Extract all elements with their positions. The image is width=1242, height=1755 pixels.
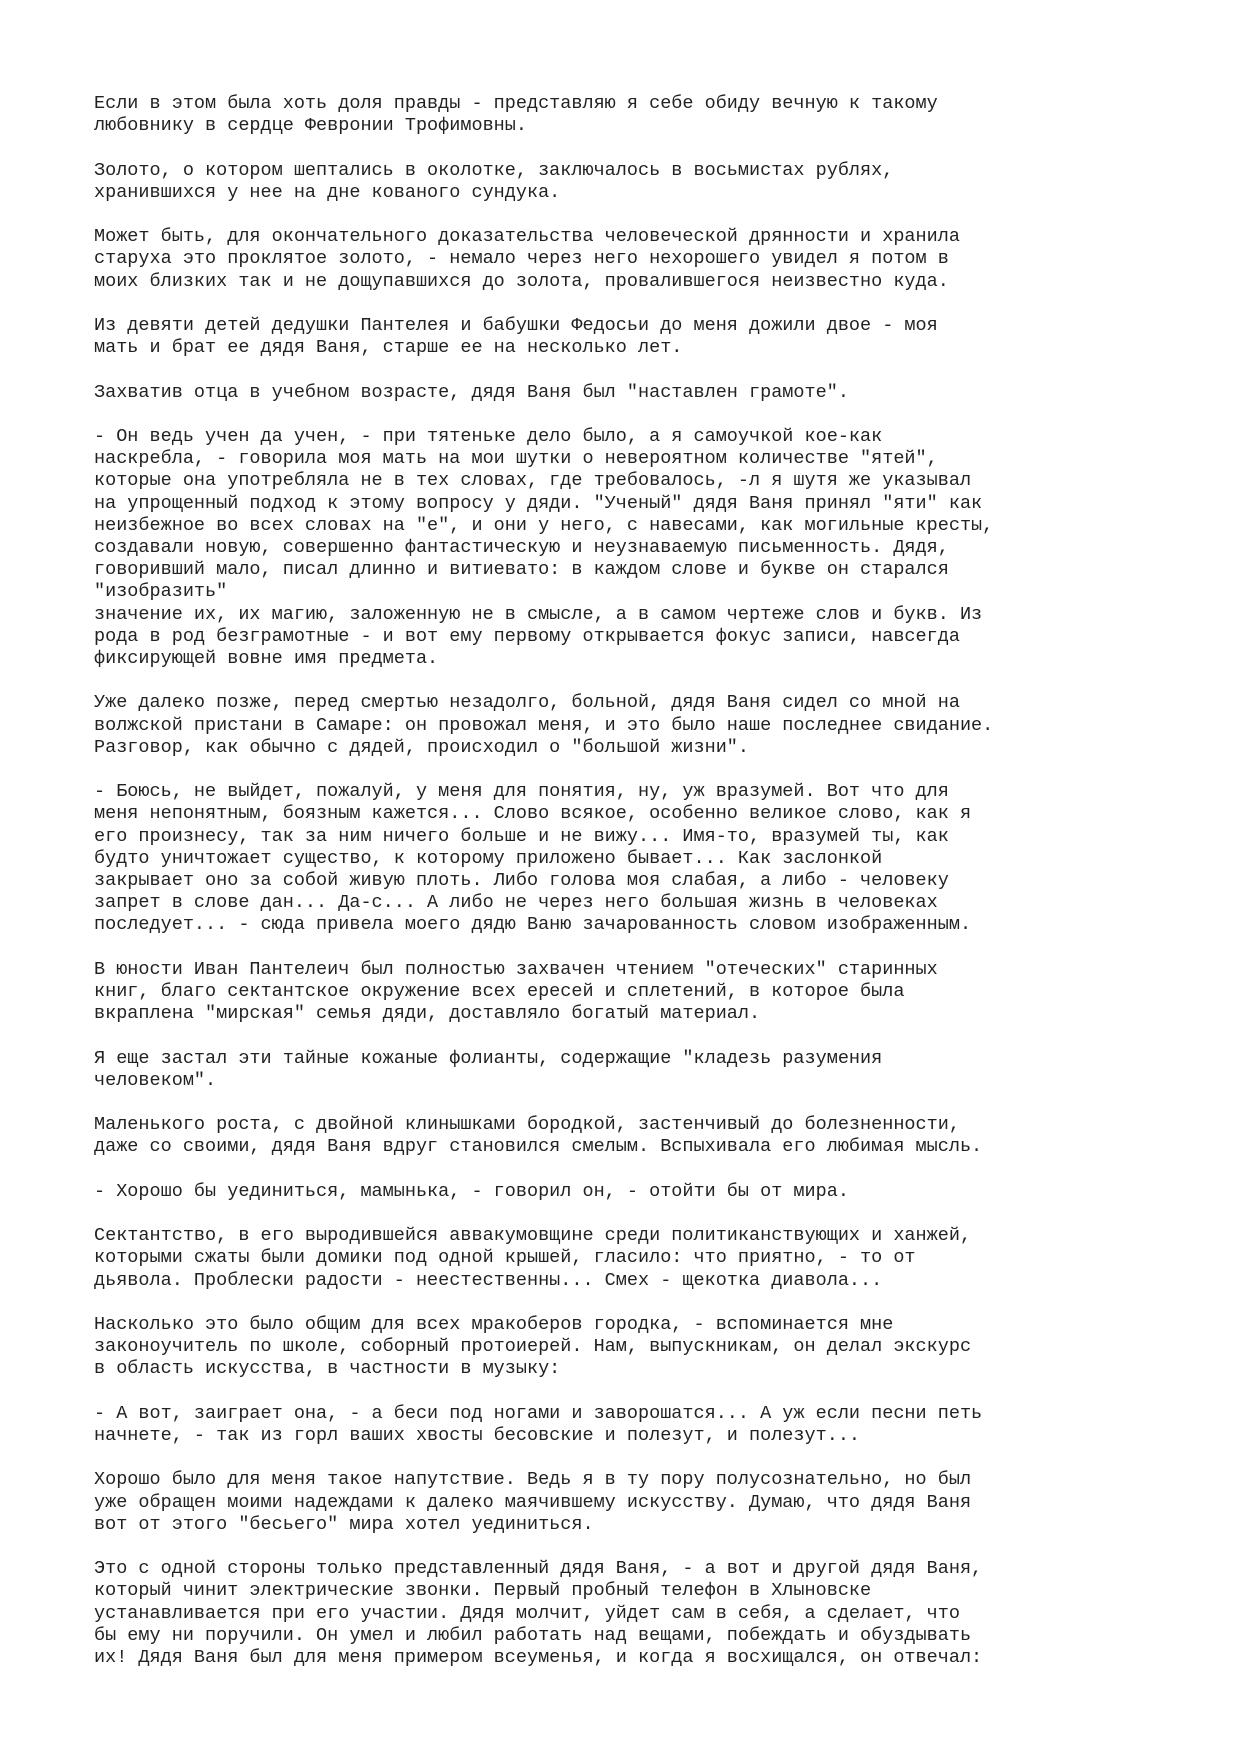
paragraph: Насколько это было общим для всех мракоберов городка, - вспоминается мне законоучитель по школе, соборный протоиерей. Нам, выпускникам, он делал экскурс в область искусства, в частности в музыку:: [94, 1313, 972, 1380]
paragraph: - Боюсь, не выйдет, пожалуй, у меня для понятия, ну, уж вразумей. Вот что для меня непонятным, боязным кажется... Слово всякое, особенно великое слово, как я его произнесу, так за ним ничего больше и не вижу... Имя-то, вразумей ты, как будто уничтожает существо, к которому приложено бывает... Как заслонкой закрывает оно за собой живую плоть. Либо голова моя слабая, а либо - человеку запрет в слове дан... Да-с... А либо не через него большая жизнь в человеках последует... - сюда привела моего дядю Ваню зачарованность словом изображенным.: [94, 781, 972, 936]
paragraph: Я еще застал эти тайные кожаные фолианты, содержащие "кладезь разумения человеком".: [94, 1047, 883, 1091]
paragraph: Из девяти детей дедушки Пантелея и бабушки Федосьи до меня дожили двое - моя мать и брат ее дядя Ваня, старше ее на несколько лет.: [94, 314, 938, 359]
paragraph: Уже далеко позже, перед смертью незадолго, больной, дядя Ваня сидел со мной на волжской пристани в Самаре: он провожал меня, и это было наше последнее свидание. Разговор, как обычно с дядей, происходил о "большой жизни".: [94, 692, 994, 758]
paragraph: Может быть, для окончательного доказательства человеческой дрянности и хранила старуха это проклятое золото, - немало через него нехорошего увидел я потом в моих близких так и не дощупавшихся до золота, провалившегося неизвестно куда.: [94, 226, 960, 292]
paragraph: - Хорошо бы уединиться, мамынька, - говорил он, - отойти бы от мира.: [94, 1180, 849, 1202]
paragraph: Сектантство, в его выродившейся аввакумовщине среди политиканствующих и ханжей, которыми сжаты были домики под одной крышей, гласило: что приятно, - то от дьявола. Проблески радости - неестественны... Смех - щекотка диавола...: [94, 1225, 972, 1291]
document-page: [94, 93, 1214, 1691]
paragraph: Захватив отца в учебном возрасте, дядя Ваня был "наставлен грамоте".: [94, 381, 849, 403]
paragraph: Хорошо было для меня такое напутствие. Ведь я в ту пору полусознательно, но был уже обращен моими надеждами к далеко маячившему искусству. Думаю, что дядя Ваня вот от этого "бесьего" мира хотел уединиться.: [94, 1469, 972, 1535]
paragraph: Золото, о котором шептались в околотке, заключалось в восьмистах рублях, хранившихся у нее на дне кованого сундука.: [94, 159, 894, 203]
paragraph: Если в этом была хоть доля правды - представляю я себе обиду вечную к такому любовнику в сердце Февронии Трофимовны.: [94, 93, 938, 137]
paragraph: - Он ведь учен да учен, - при тятеньке дело было, а я самоучкой кое-как наскребла, - говорила моя мать на мои шутки о невероятном количестве "ятей", которые она употребляла не в тех словах, где требовалось, -л я шутя же указывал на упрощенный подход к этому вопросу у дяди. "Ученый" дядя Ваня принял "яти" как неизбежное во всех словах на "е", и они у него, с навесами, как могильные кресты, создавали новую, совершенно фантастическую и неузнаваемую письменность. Дядя, говоривший мало, писал длинно и витиевато: в каждом слове и букве он старался "изобразить" значение их, их магию, заложенную не в смысле, а в самом чертеже слов и букв. Из рода в род безграмотные - и вот ему первому открывается фокус записи, навсегда фиксирующей вовне имя предмета.: [94, 425, 994, 669]
paragraph: Маленького роста, с двойной клинышками бородкой, застенчивый до болезненности, даже со своими, дядя Ваня вдруг становился смелым. Вспыхивала его любимая мысль.: [94, 1114, 983, 1158]
paragraph: Это с одной стороны только представленный дядя Ваня, - а вот и другой дядя Ваня, который чинит электрические звонки. Первый пробный телефон в Хлыновске устанавливается при его участии. Дядя молчит, уйдет сам в себя, а сделает, что бы ему ни поручили. Он умел и любил работать над вещами, побеждать и обуздывать их! Дядя Ваня был для меня примером всеуменья, и когда я восхищался, он отвечал:: [94, 1558, 983, 1668]
paragraph: - А вот, заиграет она, - а беси под ногами и заворошатся... А уж если песни петь начнете, - так из горл ваших хвосты бесовские и полезут, и полезут...: [94, 1402, 983, 1446]
paragraph: В юности Иван Пантелеич был полностью захвачен чтением "отеческих" старинных книг, благо сектантское окружение всех ересей и сплетений, в которое была вкраплена "мирская" семья дяди, доставляло богатый материал.: [94, 958, 938, 1025]
